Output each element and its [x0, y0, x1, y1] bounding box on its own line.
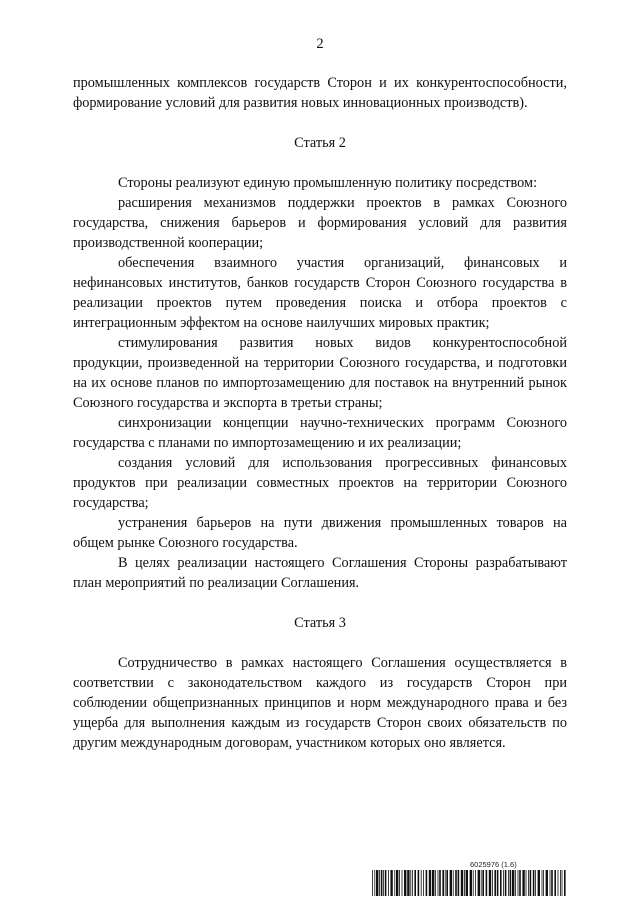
barcode-caption: 6025976 (1.6) [470, 860, 517, 869]
barcode-icon [372, 870, 568, 896]
article-3-paragraph: Сотрудничество в рамках настоящего Соглашения осуществляется в соответствии с законодательством каждого из государств Сторон при соблюдении общепризнанных принципов и норм международного права и без ущерба для выполнения каждым из государств Сторон своих обязательств по другим международным договорам, участником которых оно является. [73, 655, 567, 751]
article-2-item: обеспечения взаимного участия организаций, финансовых и нефинансовых институтов, банков государств Сторон Союзного государства в реализации проектов путем проведения поиска и отбора проектов с интеграционным эффектом на основе наилучших мировых практик; [73, 255, 567, 331]
document-body [73, 73, 567, 753]
article-2-lead: Стороны реализуют единую промышленную политику посредством: [118, 175, 538, 191]
article-3-heading: Статья 3 [294, 615, 346, 631]
article-2-closing: В целях реализации настоящего Соглашения Стороны разрабатывают план мероприятий по реализации Соглашения. [73, 555, 567, 591]
article-2-item: стимулирования развития новых видов конкурентоспособной продукции, произведенной на территории Союзного государства, и подготовки на их основе планов по импортозамещению для поставок на внутренний рынок Союзного государства и экспорта в третьи страны; [73, 335, 567, 411]
article-2-item: устранения барьеров на пути движения промышленных товаров на общем рынке Союзного государства. [73, 515, 567, 551]
article-2-item: синхронизации концепции научно-технических программ Союзного государства с планами по импортозамещению и их реализации; [73, 415, 567, 451]
article-2-item: создания условий для использования прогрессивных финансовых продуктов при реализации совместных проектов на территории Союзного государства; [73, 455, 567, 511]
article-2-item: расширения механизмов поддержки проектов в рамках Союзного государства, снижения барьеров и формирования условий для развития производственной кооперации; [73, 195, 567, 251]
page-number: 2 [316, 36, 324, 52]
barcode [372, 860, 568, 896]
intro-paragraph: промышленных комплексов государств Сторон и их конкурентоспособности, формирование условий для развития новых инновационных производств). [73, 75, 567, 111]
article-2-heading: Статья 2 [294, 135, 346, 151]
